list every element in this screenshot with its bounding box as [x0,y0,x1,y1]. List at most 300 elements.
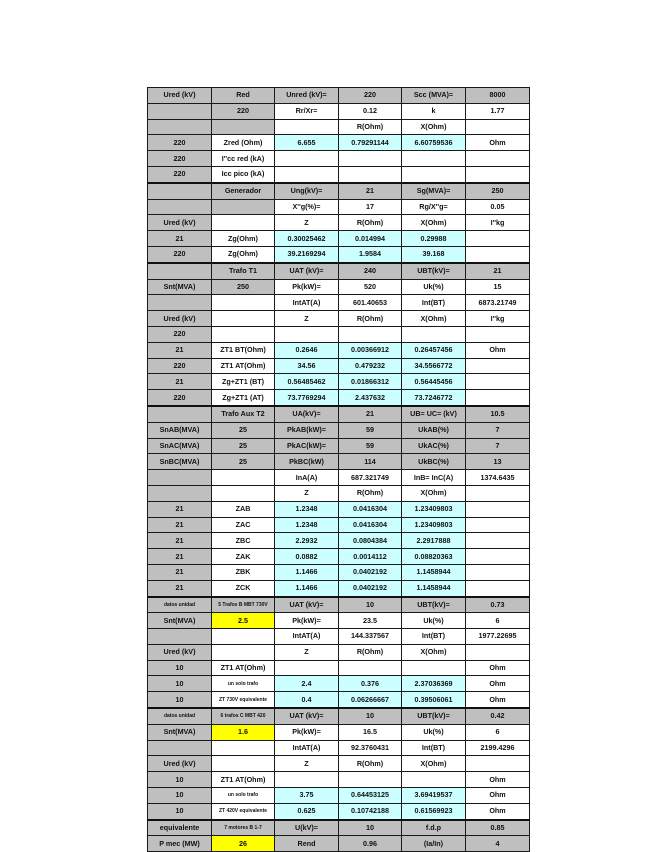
table-cell[interactable]: Int(BT) [402,629,466,645]
table-cell[interactable] [466,501,530,517]
table-cell[interactable]: Pk(kW)= [275,724,339,740]
table-cell[interactable]: X(Ohm) [402,311,466,327]
table-cell[interactable]: 1.1458944 [402,580,466,596]
table-row [148,390,530,406]
table-cell[interactable]: Ohm [466,135,530,151]
table-cell[interactable]: 10 [148,676,212,692]
table-cell[interactable]: 7 [466,422,530,438]
table-cell[interactable]: 1.23409803 [402,501,466,517]
table-cell[interactable]: ZT1 AT(Ohm) [212,772,275,788]
table-cell[interactable] [275,326,339,342]
table-cell[interactable]: 0.0416304 [339,517,402,533]
table-cell[interactable]: X(Ohm) [402,119,466,135]
table-cell[interactable]: ZAC [212,517,275,533]
table-cell[interactable]: R(Ohm) [339,644,402,660]
table-cell[interactable]: X(Ohm) [402,756,466,772]
table-cell[interactable]: 6.60759536 [402,135,466,151]
table-cell[interactable]: Unred (kV)= [275,88,339,104]
table-cell[interactable]: k [402,103,466,119]
table-cell[interactable]: 21 [148,533,212,549]
table-cell[interactable]: 0.42 [466,708,530,724]
table-cell[interactable] [148,629,212,645]
table-cell[interactable]: 73.7769294 [275,390,339,406]
table-cell[interactable]: 21 [148,342,212,358]
table-cell[interactable]: ZBK [212,564,275,580]
table-cell[interactable]: Uk(%) [402,279,466,295]
table-cell[interactable]: I''kg [466,215,530,231]
table-row [148,788,530,804]
table-cell[interactable]: ZCK [212,580,275,596]
table-cell[interactable]: Rg/X''g= [402,199,466,215]
table-cell[interactable]: Z [275,311,339,327]
table-cell[interactable]: 26 [212,836,275,852]
table-cell[interactable]: 59 [339,422,402,438]
table-cell[interactable]: Pk(kW)= [275,279,339,295]
table-cell[interactable]: Snt(MVA) [148,724,212,740]
table-cell[interactable]: 25 [212,454,275,470]
table-cell[interactable]: 5 Trafos B MBT 730V [212,597,275,613]
table-row [148,422,530,438]
table-cell[interactable]: UB= UC= (kV) [402,406,466,422]
table-row [148,580,530,596]
table-cell[interactable]: 8000 [466,88,530,104]
table-cell[interactable] [466,231,530,247]
table-cell[interactable]: 1977.22695 [466,629,530,645]
table-cell[interactable]: Ured (kV) [148,215,212,231]
table-cell[interactable]: 2.5 [212,613,275,629]
table-cell[interactable] [212,629,275,645]
table-cell[interactable] [466,580,530,596]
table-cell[interactable]: Uk(%) [402,613,466,629]
table-cell[interactable] [466,756,530,772]
table-cell[interactable] [466,517,530,533]
table-cell[interactable]: Uk(%) [402,724,466,740]
table-cell[interactable]: 25 [212,422,275,438]
table-cell[interactable]: 0.12 [339,103,402,119]
table-cell[interactable]: 59 [339,438,402,454]
table-cell[interactable]: 220 [148,358,212,374]
table-cell[interactable]: 7 [466,438,530,454]
table-cell[interactable]: Zred (Ohm) [212,135,275,151]
table-cell[interactable]: 114 [339,454,402,470]
table-cell[interactable]: 0.30025462 [275,231,339,247]
table-cell[interactable]: 0.0014112 [339,549,402,565]
table-cell[interactable]: UBT(kV)= [402,597,466,613]
table-cell[interactable]: 10 [148,660,212,676]
table-cell[interactable]: 6.655 [275,135,339,151]
table-cell[interactable]: 1.23409803 [402,517,466,533]
table-cell[interactable]: Ured (kV) [148,311,212,327]
table-cell[interactable] [212,199,275,215]
table-cell[interactable]: P mec (MW) [148,836,212,852]
table-cell[interactable]: 0.0402192 [339,564,402,580]
table-cell[interactable] [212,740,275,756]
table-cell[interactable]: 23.5 [339,613,402,629]
table-cell[interactable]: 2.2917888 [402,533,466,549]
table-cell[interactable]: Ung(kV)= [275,183,339,199]
table-cell[interactable]: 0.61569923 [402,803,466,819]
table-cell[interactable]: Snt(MVA) [148,613,212,629]
table-cell[interactable] [148,295,212,311]
table-cell[interactable]: Rr/Xr= [275,103,339,119]
table-cell[interactable] [466,326,530,342]
table-cell[interactable]: equivalente [148,820,212,836]
table-cell[interactable]: 1.1466 [275,564,339,580]
table-cell[interactable]: 240 [339,263,402,279]
table-cell[interactable]: ZAB [212,501,275,517]
table-cell[interactable]: Ohm [466,772,530,788]
table-cell[interactable] [212,644,275,660]
table-cell[interactable]: IntAT(A) [275,295,339,311]
table-cell[interactable]: Icc pico (kA) [212,166,275,182]
table-cell[interactable]: 3.75 [275,788,339,804]
table-cell[interactable]: 16.5 [339,724,402,740]
table-cell[interactable]: 601.40653 [339,295,402,311]
table-cell[interactable]: Zg(Ohm) [212,231,275,247]
table-cell[interactable]: 220 [148,135,212,151]
table-cell[interactable]: 0.73 [466,597,530,613]
table-cell[interactable]: R(Ohm) [339,119,402,135]
table-cell[interactable] [402,151,466,167]
table-cell[interactable]: SnAC(MVA) [148,438,212,454]
table-cell[interactable] [402,166,466,182]
table-cell[interactable]: Red [212,88,275,104]
table-cell[interactable]: Ohm [466,788,530,804]
table-row [148,135,530,151]
table-cell[interactable] [148,406,212,422]
table-cell[interactable] [212,119,275,135]
table-cell[interactable]: InA(A) [275,470,339,486]
table-cell[interactable]: SnAB(MVA) [148,422,212,438]
table-cell[interactable]: 1.6 [212,724,275,740]
table-cell[interactable]: 10.5 [466,406,530,422]
table-cell[interactable]: Trafo T1 [212,263,275,279]
table-row [148,326,530,342]
table-cell[interactable]: 0.10742188 [339,803,402,819]
table-cell[interactable]: 0.0804384 [339,533,402,549]
table-cell[interactable]: 1374.6435 [466,470,530,486]
table-cell[interactable]: 520 [339,279,402,295]
table-cell[interactable]: Ohm [466,803,530,819]
table-cell[interactable] [339,326,402,342]
table-row [148,517,530,533]
table-cell[interactable]: 687.321749 [339,470,402,486]
table-cell[interactable]: 0.64453125 [339,788,402,804]
table-cell[interactable]: Trafo Aux T2 [212,406,275,422]
table-cell[interactable] [466,246,530,262]
table-cell[interactable] [148,485,212,501]
table-cell[interactable] [275,166,339,182]
table-cell[interactable]: Zg+ZT1 (BT) [212,374,275,390]
table-cell[interactable] [339,772,402,788]
table-cell[interactable]: 0.39506061 [402,692,466,708]
table-cell[interactable]: Z [275,485,339,501]
table-cell[interactable]: R(Ohm) [339,311,402,327]
table-cell[interactable]: Ohm [466,676,530,692]
table-cell[interactable]: 21 [466,263,530,279]
table-cell[interactable]: 0.0416304 [339,501,402,517]
table-cell[interactable]: InB= InC(A) [402,470,466,486]
table-cell[interactable]: 0.79291144 [339,135,402,151]
table-cell[interactable]: Z [275,215,339,231]
table-cell[interactable]: 15 [466,279,530,295]
table-cell[interactable]: 2199.4296 [466,740,530,756]
table-cell[interactable]: 10 [148,788,212,804]
table-cell[interactable]: 0.06266667 [339,692,402,708]
table-cell[interactable]: 0.0882 [275,549,339,565]
table-cell[interactable]: 21 [339,406,402,422]
table-cell[interactable]: 2.2932 [275,533,339,549]
table-cell[interactable]: 220 [339,88,402,104]
table-cell[interactable]: 0.625 [275,803,339,819]
table-cell[interactable] [466,390,530,406]
table-cell[interactable]: 0.00366912 [339,342,402,358]
table-cell[interactable]: 7 motores B 1-7 [212,820,275,836]
table-cell[interactable]: Int(BT) [402,295,466,311]
table-cell[interactable]: Ohm [466,342,530,358]
table-cell[interactable] [466,485,530,501]
table-cell[interactable]: 3.69419537 [402,788,466,804]
table-cell[interactable]: 0.2646 [275,342,339,358]
table-cell[interactable]: Snt(MVA) [148,279,212,295]
table-cell[interactable] [212,295,275,311]
table-cell[interactable]: ZBC [212,533,275,549]
table-cell[interactable] [148,199,212,215]
table-row [148,549,530,565]
table-cell[interactable]: Ohm [466,692,530,708]
table-cell[interactable]: Rend [275,836,339,852]
table-cell[interactable]: Z [275,756,339,772]
table-cell[interactable]: 17 [339,199,402,215]
table-cell[interactable]: 21 [148,501,212,517]
table-cell[interactable]: Ured (kV) [148,644,212,660]
table-cell[interactable]: I''kg [466,311,530,327]
table-cell[interactable]: 10 [148,692,212,708]
table-cell[interactable] [148,740,212,756]
table-cell[interactable]: un solo trafo [212,676,275,692]
table-cell[interactable]: 34.5566772 [402,358,466,374]
table-cell[interactable] [148,103,212,119]
table-cell[interactable]: Ohm [466,660,530,676]
table-cell[interactable] [339,166,402,182]
table-cell[interactable]: 220 [148,390,212,406]
table-cell[interactable]: ZT1 BT(Ohm) [212,342,275,358]
table-cell[interactable]: Int(BT) [402,740,466,756]
table-cell[interactable] [212,311,275,327]
table-cell[interactable] [212,485,275,501]
table-cell[interactable]: 6 trafos C MBT 420 [212,708,275,724]
table-cell[interactable]: 220 [212,103,275,119]
table-cell[interactable]: Ured (kV) [148,756,212,772]
table-cell[interactable]: 21 [148,564,212,580]
table-cell[interactable]: 6 [466,613,530,629]
table-cell[interactable]: 1.9584 [339,246,402,262]
table-cell[interactable]: 10 [339,708,402,724]
table-cell[interactable]: Scc (MVA)= [402,88,466,104]
table-cell[interactable]: 0.05 [466,199,530,215]
table-cell[interactable] [275,772,339,788]
table-cell[interactable]: R(Ohm) [339,485,402,501]
table-cell[interactable]: 0.01866312 [339,374,402,390]
table-cell[interactable]: 0.08820363 [402,549,466,565]
table-cell[interactable]: Sg(MVA)= [402,183,466,199]
table-row [148,820,530,836]
table-cell[interactable] [402,772,466,788]
table-cell[interactable]: PkBC(kW) [275,454,339,470]
table-cell[interactable]: 21 [148,231,212,247]
table-row [148,644,530,660]
table-cell[interactable]: Generador [212,183,275,199]
table-cell[interactable] [466,549,530,565]
table-cell[interactable]: un solo trafo [212,788,275,804]
table-cell[interactable]: 0.4 [275,692,339,708]
table-cell[interactable]: 1.2348 [275,501,339,517]
table-cell[interactable]: X(Ohm) [402,215,466,231]
table-cell[interactable]: UAT (kV)= [275,263,339,279]
table-cell[interactable]: U(kV)= [275,820,339,836]
table-cell[interactable] [148,119,212,135]
table-cell[interactable] [466,119,530,135]
table-cell[interactable] [466,358,530,374]
table-cell[interactable]: 0.56445456 [402,374,466,390]
table-cell[interactable] [212,215,275,231]
table-cell[interactable]: PkAB(kW)= [275,422,339,438]
table-cell[interactable]: Ured (kV) [148,88,212,104]
table-cell[interactable]: 10 [148,803,212,819]
table-cell[interactable] [466,374,530,390]
table-cell[interactable]: 92.3760431 [339,740,402,756]
table-cell[interactable]: I''cc red (kA) [212,151,275,167]
table-cell[interactable]: 21 [148,549,212,565]
table-cell[interactable]: 10 [339,597,402,613]
table-cell[interactable] [212,326,275,342]
table-cell[interactable]: UBT(kV)= [402,263,466,279]
table-cell[interactable]: 0.85 [466,820,530,836]
table-cell[interactable]: 6873.21749 [466,295,530,311]
table-cell[interactable]: 220 [148,166,212,182]
table-cell[interactable] [275,151,339,167]
table-cell[interactable]: UA(kV)= [275,406,339,422]
table-cell[interactable]: 250 [212,279,275,295]
table-cell[interactable]: R(Ohm) [339,756,402,772]
table-cell[interactable]: 6 [466,724,530,740]
table-cell[interactable]: 0.56485462 [275,374,339,390]
table-cell[interactable]: Zg(Ohm) [212,246,275,262]
table-cell[interactable]: 21 [148,374,212,390]
table-cell[interactable] [466,151,530,167]
table-cell[interactable]: ZAK [212,549,275,565]
table-cell[interactable] [275,119,339,135]
table-cell[interactable]: ZT1 AT(Ohm) [212,660,275,676]
table-cell[interactable] [339,660,402,676]
table-cell[interactable]: f.d.p [402,820,466,836]
table-cell[interactable]: UkBC(%) [402,454,466,470]
table-cell[interactable]: UBT(kV)= [402,708,466,724]
table-cell[interactable] [339,151,402,167]
table-cell[interactable]: IntAT(A) [275,629,339,645]
table-cell[interactable]: 250 [466,183,530,199]
table-cell[interactable]: 1.1458944 [402,564,466,580]
table-cell[interactable]: SnBC(MVA) [148,454,212,470]
table-cell[interactable]: 220 [148,246,212,262]
table-cell[interactable]: X(Ohm) [402,644,466,660]
table-cell[interactable]: 73.7246772 [402,390,466,406]
table-cell[interactable]: 10 [339,820,402,836]
table-cell[interactable]: 2.37036369 [402,676,466,692]
table-cell[interactable]: 0.479232 [339,358,402,374]
table-cell[interactable]: datos unidad [148,708,212,724]
table-cell[interactable]: 21 [148,580,212,596]
table-cell[interactable]: 0.29988 [402,231,466,247]
table-cell[interactable]: UkAC(%) [402,438,466,454]
table-cell[interactable]: R(Ohm) [339,215,402,231]
table-cell[interactable] [148,183,212,199]
table-cell[interactable] [402,660,466,676]
table-cell[interactable]: PkAC(kW)= [275,438,339,454]
table-cell[interactable]: 1.1466 [275,580,339,596]
table-cell[interactable]: 0.376 [339,676,402,692]
table-cell[interactable]: (Ia/In) [402,836,466,852]
table-cell[interactable]: ZT1 AT(Ohm) [212,358,275,374]
table-cell[interactable]: 13 [466,454,530,470]
table-cell[interactable]: 4 [466,836,530,852]
table-cell[interactable]: 220 [148,151,212,167]
table-cell[interactable] [466,564,530,580]
table-cell[interactable] [212,756,275,772]
table-cell[interactable]: 1.77 [466,103,530,119]
table-cell[interactable]: Zg+ZT1 (AT) [212,390,275,406]
table-cell[interactable]: 21 [339,183,402,199]
table-row [148,454,530,470]
table-cell[interactable] [212,470,275,486]
table-cell[interactable]: 25 [212,438,275,454]
table-cell[interactable]: Z [275,644,339,660]
table-cell[interactable]: 0.0402192 [339,580,402,596]
table-cell[interactable]: 0.96 [339,836,402,852]
table-cell[interactable]: IntAT(A) [275,740,339,756]
table-cell[interactable]: UkAB(%) [402,422,466,438]
table-cell[interactable]: 34.56 [275,358,339,374]
table-cell[interactable]: 10 [148,772,212,788]
table-cell[interactable]: Pk(kW)= [275,613,339,629]
table-cell[interactable] [148,263,212,279]
table-cell[interactable]: ZT 420V equivalente [212,803,275,819]
table-cell[interactable] [466,644,530,660]
table-cell[interactable] [402,326,466,342]
table-cell[interactable]: ZT 730V equivalente [212,692,275,708]
table-cell[interactable]: UAT (kV)= [275,708,339,724]
table-cell[interactable]: 39.168 [402,246,466,262]
table-row [148,470,530,486]
table-cell[interactable]: 2.4 [275,676,339,692]
table-cell[interactable]: 0.26457456 [402,342,466,358]
table-cell[interactable] [275,660,339,676]
table-cell[interactable]: 21 [148,517,212,533]
table-cell[interactable]: UAT (kV)= [275,597,339,613]
table-cell[interactable]: 0.014994 [339,231,402,247]
table-cell[interactable]: 2.437632 [339,390,402,406]
table-cell[interactable]: 220 [148,326,212,342]
table-cell[interactable] [466,166,530,182]
table-cell[interactable]: X''g(%)= [275,199,339,215]
table-cell[interactable]: 1.2348 [275,517,339,533]
table-cell[interactable] [148,470,212,486]
table-cell[interactable] [466,533,530,549]
table-cell[interactable]: 39.2169294 [275,246,339,262]
table-cell[interactable]: 144.337567 [339,629,402,645]
table-cell[interactable]: datos unidad [148,597,212,613]
table-cell[interactable]: X(Ohm) [402,485,466,501]
